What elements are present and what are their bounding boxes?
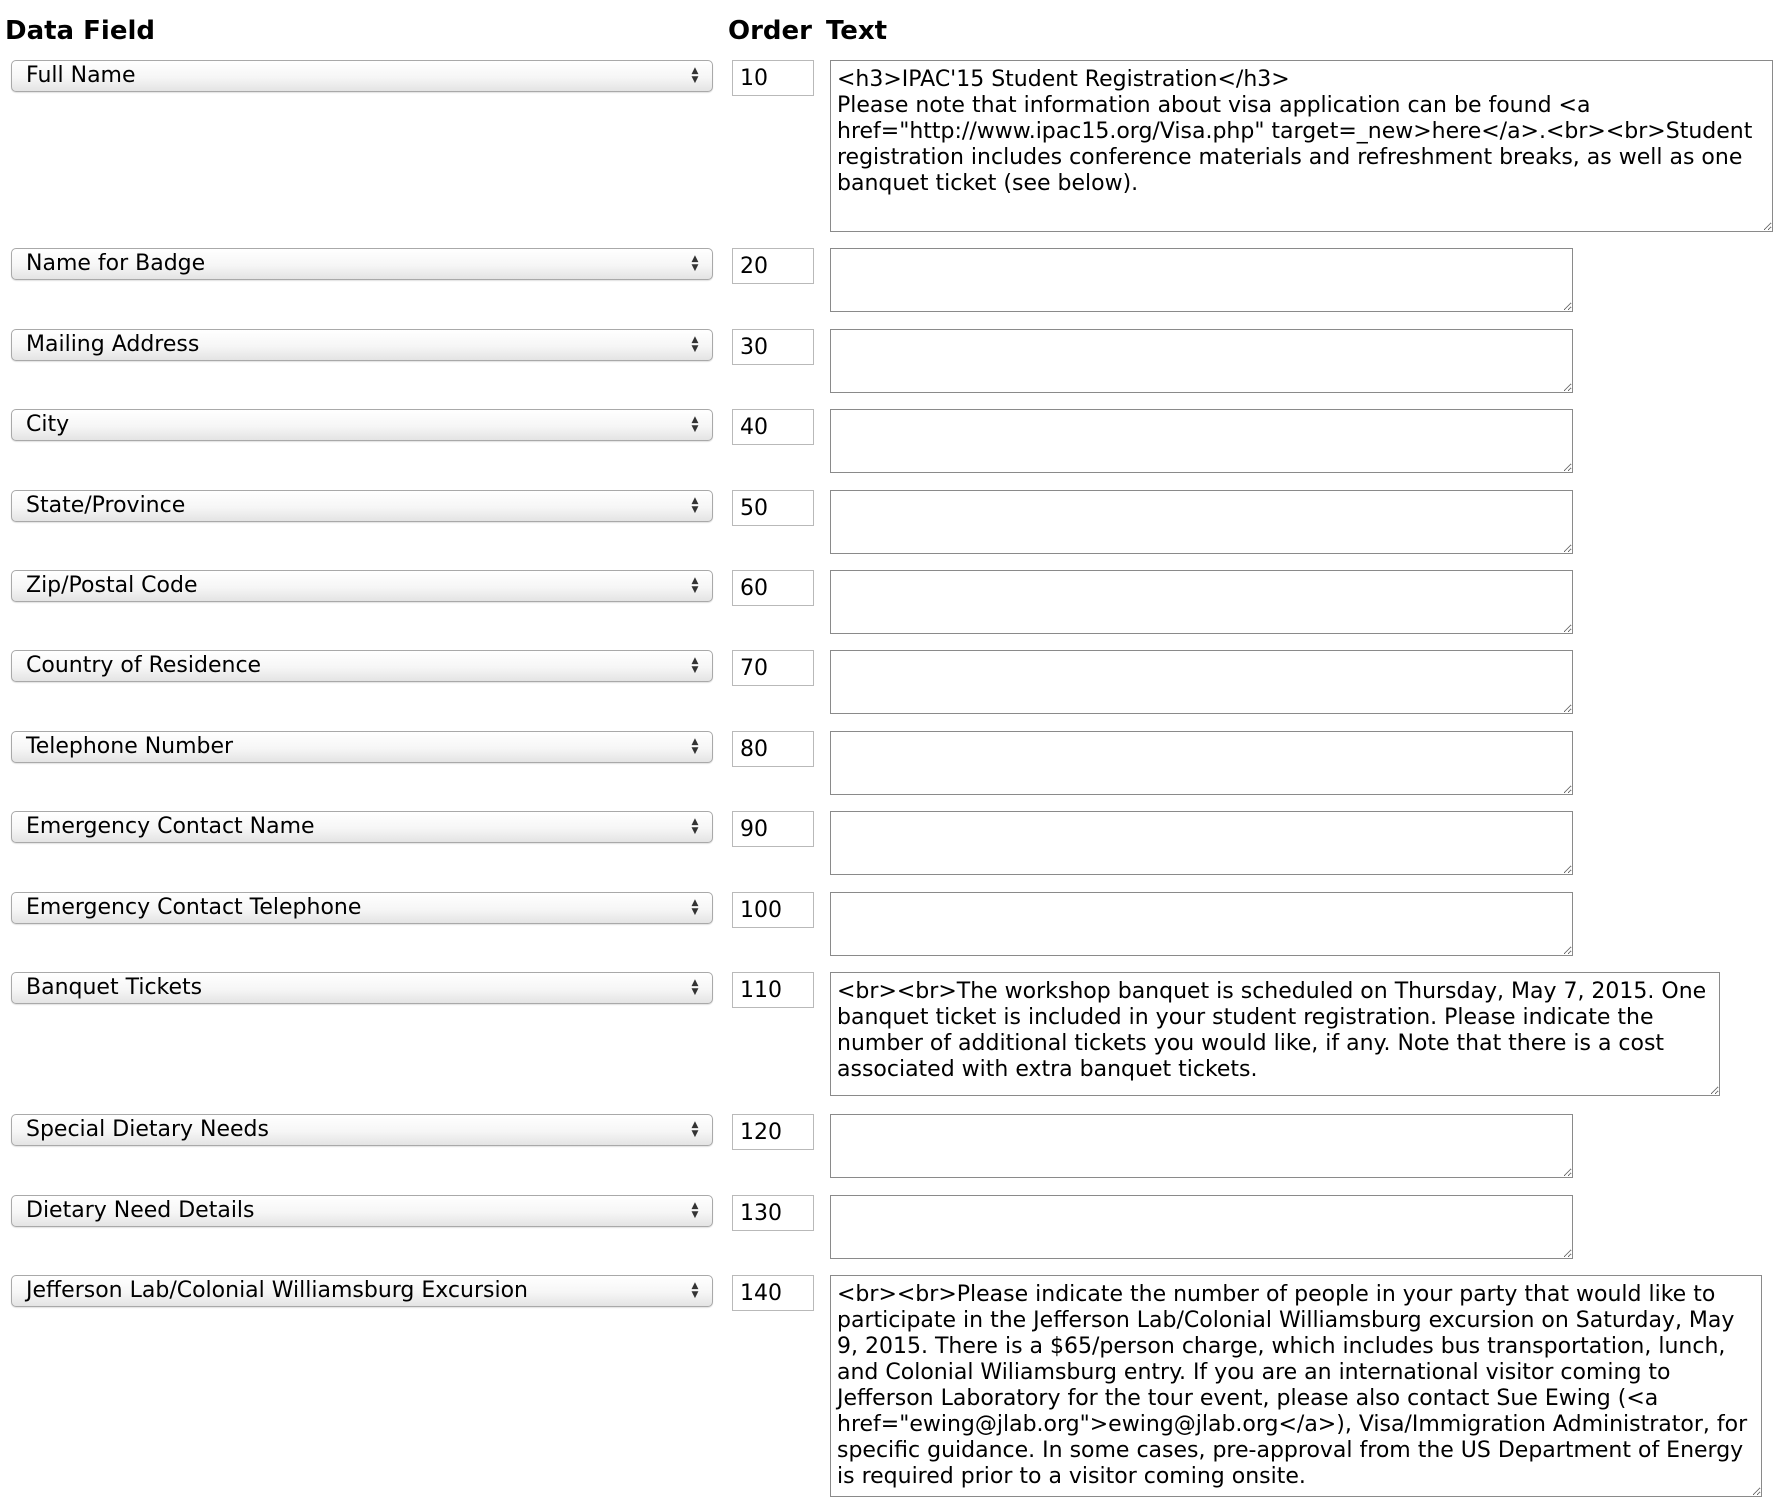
- data-field-select-value: State/Province: [26, 493, 186, 518]
- data-field-select[interactable]: Name for Badge ▲ ▼: [11, 248, 713, 280]
- text-area[interactable]: [830, 1114, 1573, 1178]
- order-input[interactable]: [732, 570, 814, 606]
- data-field-select[interactable]: Special Dietary Needs ▲ ▼: [11, 1114, 713, 1146]
- text-area[interactable]: [830, 329, 1573, 393]
- data-field-select-value: Jefferson Lab/Colonial Williamsburg Excursion: [26, 1278, 528, 1303]
- text-area[interactable]: [830, 731, 1573, 795]
- order-input[interactable]: [732, 892, 814, 928]
- data-field-select-value: Emergency Contact Telephone: [26, 895, 362, 920]
- order-input[interactable]: [732, 1275, 814, 1311]
- data-field-select[interactable]: Full Name ▲ ▼: [11, 60, 713, 92]
- form-row: [0, 329, 1774, 393]
- form-row: [0, 409, 1774, 473]
- form-row: [0, 1195, 1774, 1259]
- order-input[interactable]: [732, 1195, 814, 1231]
- data-field-select[interactable]: Mailing Address ▲ ▼: [11, 329, 713, 361]
- data-field-select[interactable]: Emergency Contact Telephone ▲ ▼: [11, 892, 713, 924]
- data-field-select-value: Country of Residence: [26, 653, 262, 678]
- form-row: [0, 570, 1774, 634]
- text-area[interactable]: [830, 490, 1573, 554]
- text-area[interactable]: [830, 1275, 1762, 1497]
- data-field-select-value: Banquet Tickets: [26, 975, 203, 1000]
- form-row: [0, 892, 1774, 956]
- text-area[interactable]: [830, 972, 1720, 1096]
- data-field-select[interactable]: Jefferson Lab/Colonial Williamsburg Excursion ▲ ▼: [11, 1275, 713, 1307]
- text-area[interactable]: [830, 811, 1573, 875]
- form-row: [0, 650, 1774, 714]
- data-field-select[interactable]: Banquet Tickets ▲ ▼: [11, 972, 713, 1004]
- order-input[interactable]: [732, 811, 814, 847]
- order-input[interactable]: [732, 409, 814, 445]
- order-input[interactable]: [732, 248, 814, 284]
- order-input[interactable]: [732, 731, 814, 767]
- order-input[interactable]: [732, 329, 814, 365]
- data-field-select[interactable]: City ▲ ▼: [11, 409, 713, 441]
- text-area[interactable]: [830, 409, 1573, 473]
- form-row: [0, 490, 1774, 554]
- text-area[interactable]: [830, 892, 1573, 956]
- data-field-select-value: Full Name: [26, 63, 136, 88]
- data-field-select-value: Mailing Address: [26, 332, 200, 357]
- text-area[interactable]: [830, 60, 1773, 232]
- order-input[interactable]: [732, 650, 814, 686]
- data-field-select[interactable]: Emergency Contact Name ▲ ▼: [11, 811, 713, 843]
- data-field-select[interactable]: State/Province ▲ ▼: [11, 490, 713, 522]
- form-row: [0, 972, 1774, 1096]
- order-input[interactable]: [732, 490, 814, 526]
- data-field-select-value: Emergency Contact Name: [26, 814, 315, 839]
- text-header: Text: [826, 16, 888, 46]
- data-field-select[interactable]: Country of Residence ▲ ▼: [11, 650, 713, 682]
- form-row: [0, 811, 1774, 875]
- text-area[interactable]: [830, 570, 1573, 634]
- text-area[interactable]: [830, 248, 1573, 312]
- form-row: [0, 248, 1774, 312]
- order-input[interactable]: [732, 60, 814, 96]
- data-field-select-value: Name for Badge: [26, 251, 206, 276]
- order-input[interactable]: [732, 1114, 814, 1150]
- form-row: [0, 731, 1774, 795]
- text-area[interactable]: [830, 650, 1573, 714]
- form-row: [0, 1114, 1774, 1178]
- form-row: [0, 1275, 1774, 1497]
- data-field-header: Data Field: [5, 16, 155, 46]
- order-header: Order: [728, 16, 812, 46]
- form-row: [0, 60, 1774, 232]
- data-field-select[interactable]: Zip/Postal Code ▲ ▼: [11, 570, 713, 602]
- data-field-select-value: Dietary Need Details: [26, 1198, 255, 1223]
- data-field-select-value: Zip/Postal Code: [26, 573, 198, 598]
- order-input[interactable]: [732, 972, 814, 1008]
- data-field-select[interactable]: Telephone Number ▲ ▼: [11, 731, 713, 763]
- text-area[interactable]: [830, 1195, 1573, 1259]
- data-field-select-value: Special Dietary Needs: [26, 1117, 269, 1142]
- data-field-select-value: Telephone Number: [26, 734, 234, 759]
- data-field-select-value: City: [26, 412, 70, 437]
- data-field-select[interactable]: Dietary Need Details ▲ ▼: [11, 1195, 713, 1227]
